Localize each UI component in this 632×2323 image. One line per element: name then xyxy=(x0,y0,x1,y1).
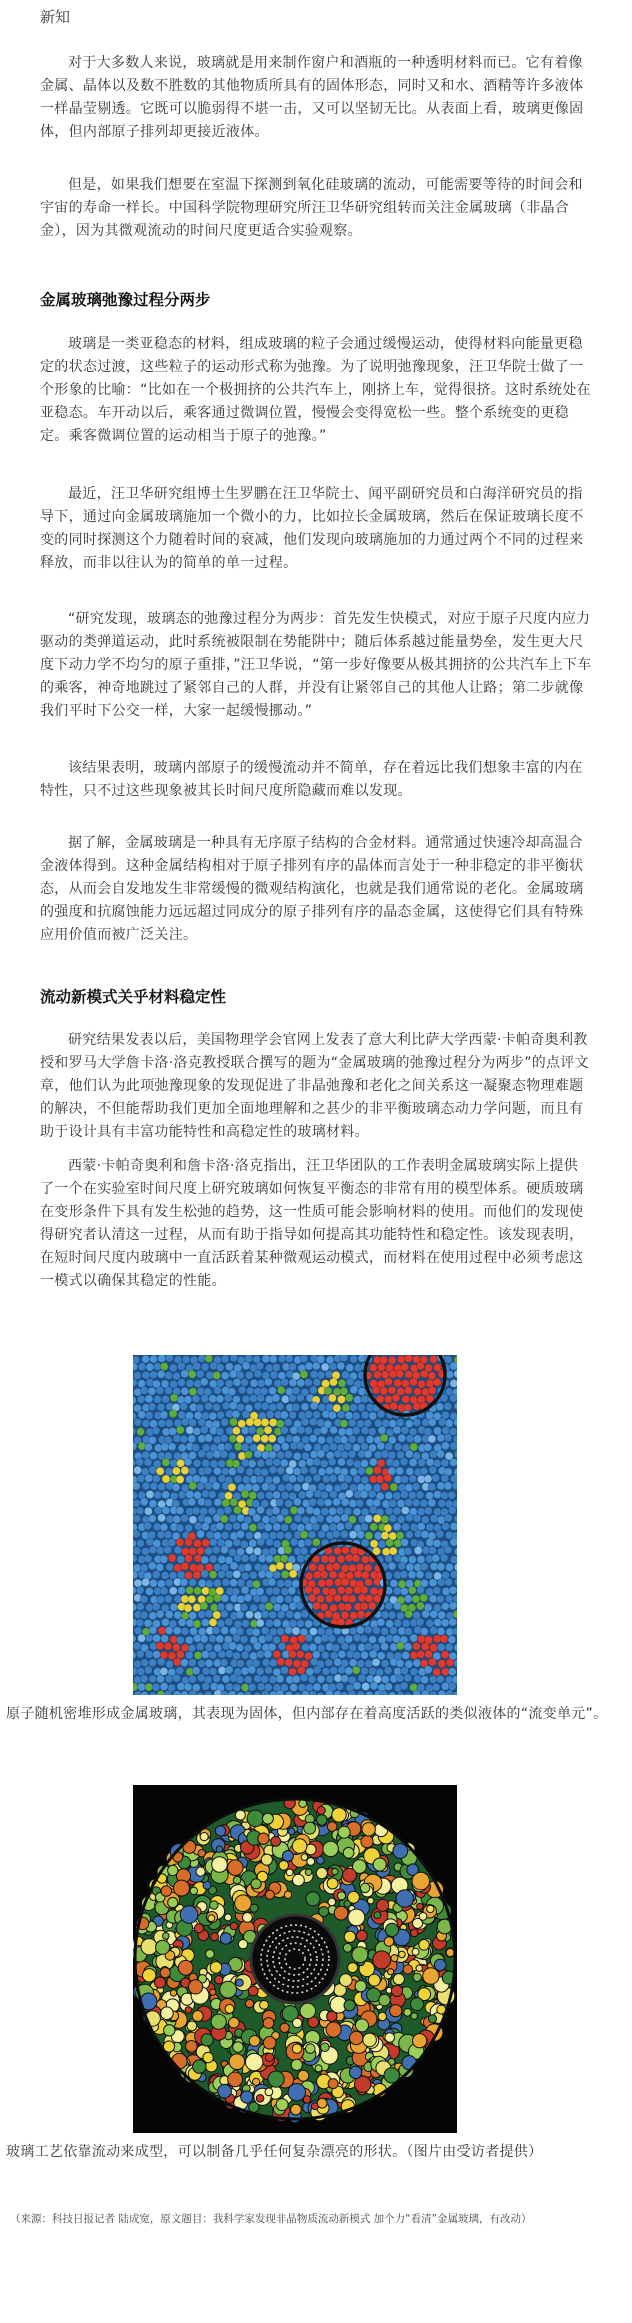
intro-paragraph-1: 对于大多数人来说，玻璃就是用来制作窗户和酒瓶的一种透明材料而已。它有着像金属、晶体以及数不胜数的其他物质所具有的固体形态，同时又和水、酒精等许多液体一样晶莹剔透。它既可以脆弱得不堪一击，又可以坚韧无比。从表面上看，玻璃更像固体，但内部原子排列却更接近液体。 xyxy=(40,55,584,140)
intro-paragraph-2: 但是，如果我们想要在室温下探测到氧化硅玻璃的流动，可能需要等待的时间会和宇宙的寿命一样长。中国科学院物理研究所汪卫华研究组转而关注金属玻璃（非晶合金），因为其微观流动的时间尺度更适合实验观察。 xyxy=(40,177,583,239)
section1-paragraph-5: 据了解，金属玻璃是一种具有无序原子结构的合金材料。通常通过快速冷却高温合金液体得到。这种金属结构相对于原子排列有序的晶体而言处于一种非稳定的非平衡状态，从而会自发地发生非常缓慢的微观结构演化，也就是我们通常说的老化。金属玻璃的强度和抗腐蚀能力远远超过同成分的原子排列有序的晶态金属，这使得它们具有特殊应用价值而被广泛关注。 xyxy=(40,835,584,943)
section1-paragraph-4: 该结果表明，玻璃内部原子的缓慢流动并不简单，存在着远比我们想象丰富的内在特性，只不过这些现象被其长时间尺度所隐藏而难以发现。 xyxy=(40,760,583,799)
section-heading-flow-mode: 流动新模式关乎材料稳定性 xyxy=(40,988,227,1006)
section1-paragraph-3: “研究发现，玻璃态的弛豫过程分为两步：首先发生快模式，对应于原子尺度内应力驱动的类弹道运动，此时系统被限制在势能阱中；随后体系越过能量势垒，发生更大尺度下动力学不均匀的原子重排，”汪卫华说，“第一步好像要从极其拥挤的公共汽车上下车的乘客，神奇地跳过了紧邻自己的人群，并没有让紧邻自己的其他人让路；第二步就像我们平时下公交一样，大家一起缓慢挪动。” xyxy=(40,611,592,719)
figure2-caption: 玻璃工艺依靠流动来成型，可以制备几乎任何复杂漂亮的形状。（图片由受访者提供） xyxy=(6,2144,543,2160)
metallic-glass-image xyxy=(133,1355,457,1695)
bead-layer xyxy=(133,1355,457,1695)
source-note: （来源：科技日报记者 陆成宽，原文题目：我科学家发现非晶物质流动新模式 加个力“看清”金属玻璃，有改动） xyxy=(10,2213,532,2225)
section1-paragraph-2: 最近，汪卫华研究组博士生罗鹏在汪卫华院士、闻平副研究员和白海洋研究员的指导下，通过向金属玻璃施加一个微小的力，比如拉长金属玻璃，然后在保证玻璃长度不变的同时探测这个力随着时间的衰减，他们发现向玻璃施加的力通过两个不同的过程来释放，而非以往认为的简单的单一过程。 xyxy=(40,486,584,571)
column-tag: 新知 xyxy=(40,8,71,26)
atom-packing-svg xyxy=(133,1355,457,1695)
section2-paragraph-2: 西蒙·卡帕奇奥利和詹卡洛·洛克指出，汪卫华团队的工作表明金属玻璃实际上提供了一个在实验室时间尺度上研究玻璃如何恢复平衡态的非常有用的模型体系。硬质玻璃在变形条件下具有发生松弛的趋势，这一性质可能会影响材料的使用。而他们的发现使得研究者认清这一过程，从而有助于指导如何提高其功能特性和稳定性。该发现表明，在短时间尺度内玻璃中一直活跃着某种微观运动模式，而材料在使用过程中必须考虑这一模式以确保其稳定的性能。 xyxy=(40,1158,584,1289)
glass-lamp-svg xyxy=(133,1785,457,2133)
figure1-caption: 原子随机密堆形成金属玻璃，其表现为固体，但内部存在着高度活跃的类似液体的“流变单元”。 xyxy=(6,1706,608,1722)
glass-lamp-image xyxy=(133,1785,457,2133)
lamp-dome xyxy=(133,1798,455,2123)
section1-paragraph-1: 玻璃是一类亚稳态的材料，组成玻璃的粒子会通过缓慢运动，使得材料向能量更稳定的状态过渡，这些粒子的运动形式称为弛豫。为了说明弛豫现象，汪卫华院士做了一个形象的比喻：“比如在一个极拥挤的公共汽车上，刚挤上车，觉得很挤。这时系统处在亚稳态。车开动以后，乘客通过微调位置，慢慢会变得宽松一些。整个系统变的更稳定。乘客微调位置的运动相当于原子的弛豫。” xyxy=(40,336,591,444)
section-heading-relaxation: 金属玻璃弛豫过程分两步 xyxy=(40,291,211,309)
section2-paragraph-1: 研究结果发表以后，美国物理学会官网上发表了意大利比萨大学西蒙·卡帕奇奥利教授和罗马大学詹卡洛·洛克教授联合撰写的题为“金属玻璃的弛豫过程分为两步”的点评文章，他们认为此项弛豫现象的发现促进了非晶弛豫和老化之间关系这一凝聚态物理难题的解决，不但能帮助我们更加全面地理解和之甚少的非平衡玻璃态动力学问题，而且有助于设计具有丰富功能特性和高稳定性的玻璃材料。 xyxy=(40,1032,589,1140)
